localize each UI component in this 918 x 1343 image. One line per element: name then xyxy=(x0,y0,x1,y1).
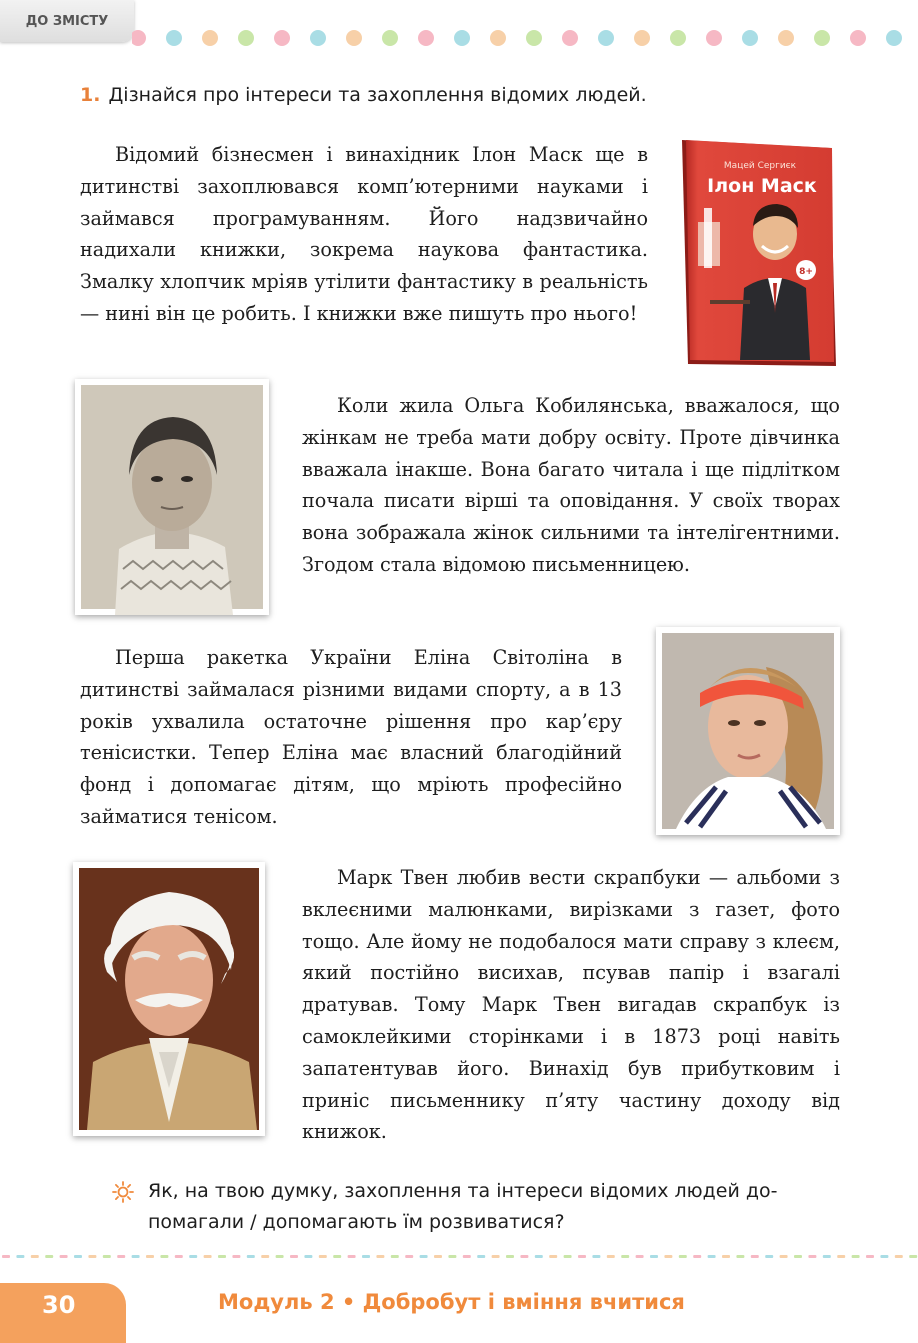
page-number: 30 xyxy=(0,1283,126,1343)
decorative-dash xyxy=(2,1255,10,1258)
portrait-twain xyxy=(73,862,265,1136)
decorative-dash xyxy=(564,1255,572,1258)
decorative-dash xyxy=(852,1255,860,1258)
decorative-dot xyxy=(132,30,146,46)
decorative-dot xyxy=(490,30,506,46)
decorative-dash xyxy=(736,1255,744,1258)
decorative-dash xyxy=(708,1255,716,1258)
decorative-dash xyxy=(261,1255,269,1258)
decorative-dash xyxy=(232,1255,240,1258)
decorative-dash xyxy=(290,1255,298,1258)
decorative-dash xyxy=(333,1255,341,1258)
decorative-dash xyxy=(693,1255,701,1258)
paragraph-svitolina: Перша ракетка України Еліна Світоліна в дитинстві займалася різними видами спорту, а в 13 років ухвалила остаточне рішення про кар’єру тенісистки. Тепер Еліна має власний благодійний фонд і допомагає дітям, що мріють професійно займатися тенісом. xyxy=(80,646,622,828)
decorative-dot xyxy=(166,30,182,46)
reflection-question xyxy=(112,1176,852,1238)
decorative-dot xyxy=(346,30,362,46)
decorative-dash xyxy=(88,1255,96,1258)
paragraph-kobylianska: Коли жила Ольга Кобилянська, вважалося, що жінкам не треба мати добру освіту. Проте дівчинка вважала інакше. Вона багато читала і ще підлітком почала писати вірші та оповідання. У своїх творах вона зображала жінок сильними та інтелігентними. Згодом стала відомою письменницею. xyxy=(302,394,840,576)
decorative-dash xyxy=(866,1255,874,1258)
decorative-dash xyxy=(506,1255,514,1258)
decorative-dash xyxy=(621,1255,629,1258)
decorative-dash xyxy=(362,1255,370,1258)
decorative-dash xyxy=(492,1255,500,1258)
task-number: 1. xyxy=(80,84,101,106)
decorative-dots xyxy=(132,29,902,47)
decorative-dot xyxy=(742,30,758,46)
decorative-dash xyxy=(434,1255,442,1258)
decorative-dash xyxy=(218,1255,226,1258)
decorative-dash xyxy=(146,1255,154,1258)
portrait-svitolina xyxy=(656,627,840,835)
paragraph-musk: Відомий бізнесмен і винахідник Ілон Маск ще в дитинстві захоплювався комп’ютерними науками і займався програмуванням. Його надзвичайно надихали книжки, зокрема наукова фантастика. Змалку хлопчик мріяв утілити фантастику в реальність — нині він це робить. І книжки вже пишуть про нього! xyxy=(80,143,648,325)
decorative-dash xyxy=(520,1255,528,1258)
decorative-dash xyxy=(880,1255,888,1258)
decorative-dash xyxy=(45,1255,53,1258)
decorative-dashed-divider xyxy=(0,1254,918,1260)
decorative-dash xyxy=(607,1255,615,1258)
decorative-dot xyxy=(310,30,326,46)
module-title: Модуль 2 • Добробут і вміння вчитися xyxy=(218,1290,685,1314)
decorative-dash xyxy=(276,1255,284,1258)
decorative-dash xyxy=(160,1255,168,1258)
decorative-dash xyxy=(16,1255,24,1258)
decorative-dash xyxy=(636,1255,644,1258)
decorative-dot xyxy=(706,30,722,46)
question-text: Як, на твою думку, захоплення та інтереси відомих людей допомагали / допомагають їм розвиватися? xyxy=(148,1180,778,1233)
decorative-dash xyxy=(247,1255,255,1258)
decorative-dot xyxy=(382,30,398,46)
decorative-dash xyxy=(405,1255,413,1258)
decorative-dash xyxy=(765,1255,773,1258)
decorative-dash xyxy=(679,1255,687,1258)
decorative-dot xyxy=(202,30,218,46)
decorative-dot xyxy=(454,30,470,46)
book-title: Ілон Маск xyxy=(707,175,817,197)
toc-button[interactable]: ДО ЗМІСТУ xyxy=(0,0,134,42)
decorative-dash xyxy=(348,1255,356,1258)
decorative-dash xyxy=(535,1255,543,1258)
decorative-dot xyxy=(850,30,866,46)
paragraph-twain: Марк Твен любив вести скрапбуки — альбоми з вклеєними малюнками, вирізками з газет, фото тощо. Але йому не подобалося мати справу з клеєм, який постійно висихав, псував папір і взагалі дратував. Тому Марк Твен вигадав скрапбук із самоклейкими сторінками і в 1873 році навіть запатентував його. Винахід був прибутковим і приніс письменнику п’яту частину доходу від книжок. xyxy=(302,866,840,1144)
decorative-dash xyxy=(448,1255,456,1258)
decorative-dot xyxy=(886,30,902,46)
decorative-dot xyxy=(418,30,434,46)
decorative-dash xyxy=(103,1255,111,1258)
decorative-dash xyxy=(664,1255,672,1258)
decorative-dash xyxy=(751,1255,759,1258)
decorative-dash xyxy=(391,1255,399,1258)
sun-icon xyxy=(112,1181,134,1203)
decorative-dash xyxy=(204,1255,212,1258)
decorative-dash xyxy=(117,1255,125,1258)
decorative-dash xyxy=(175,1255,183,1258)
decorative-dash xyxy=(909,1255,917,1258)
book-cover-image xyxy=(680,138,840,370)
decorative-dash xyxy=(780,1255,788,1258)
book-author: Мацей Сергиєк xyxy=(723,161,797,171)
decorative-dash xyxy=(549,1255,557,1258)
decorative-dot xyxy=(562,30,578,46)
decorative-dot xyxy=(274,30,290,46)
decorative-dash xyxy=(319,1255,327,1258)
decorative-dot xyxy=(526,30,542,46)
decorative-dot xyxy=(670,30,686,46)
decorative-dash xyxy=(420,1255,428,1258)
decorative-dash xyxy=(477,1255,485,1258)
decorative-dash xyxy=(189,1255,197,1258)
decorative-dash xyxy=(31,1255,39,1258)
decorative-dash xyxy=(794,1255,802,1258)
portrait-kobylianska xyxy=(75,379,269,615)
decorative-dash xyxy=(578,1255,586,1258)
decorative-dash xyxy=(722,1255,730,1258)
decorative-dot xyxy=(814,30,830,46)
decorative-dash xyxy=(376,1255,384,1258)
decorative-dash xyxy=(60,1255,68,1258)
task-text: Дізнайся про інтереси та захоплення відомих людей. xyxy=(108,84,647,106)
decorative-dash xyxy=(74,1255,82,1258)
decorative-dash xyxy=(463,1255,471,1258)
decorative-dash xyxy=(808,1255,816,1258)
decorative-dot xyxy=(634,30,650,46)
book-age-badge: 8+ xyxy=(799,267,813,277)
decorative-dash xyxy=(823,1255,831,1258)
decorative-dash xyxy=(837,1255,845,1258)
decorative-dash xyxy=(592,1255,600,1258)
task-title xyxy=(80,84,840,106)
decorative-dash xyxy=(132,1255,140,1258)
decorative-dash xyxy=(895,1255,903,1258)
decorative-dash xyxy=(650,1255,658,1258)
decorative-dash xyxy=(304,1255,312,1258)
decorative-dot xyxy=(598,30,614,46)
decorative-dot xyxy=(778,30,794,46)
decorative-dot xyxy=(238,30,254,46)
